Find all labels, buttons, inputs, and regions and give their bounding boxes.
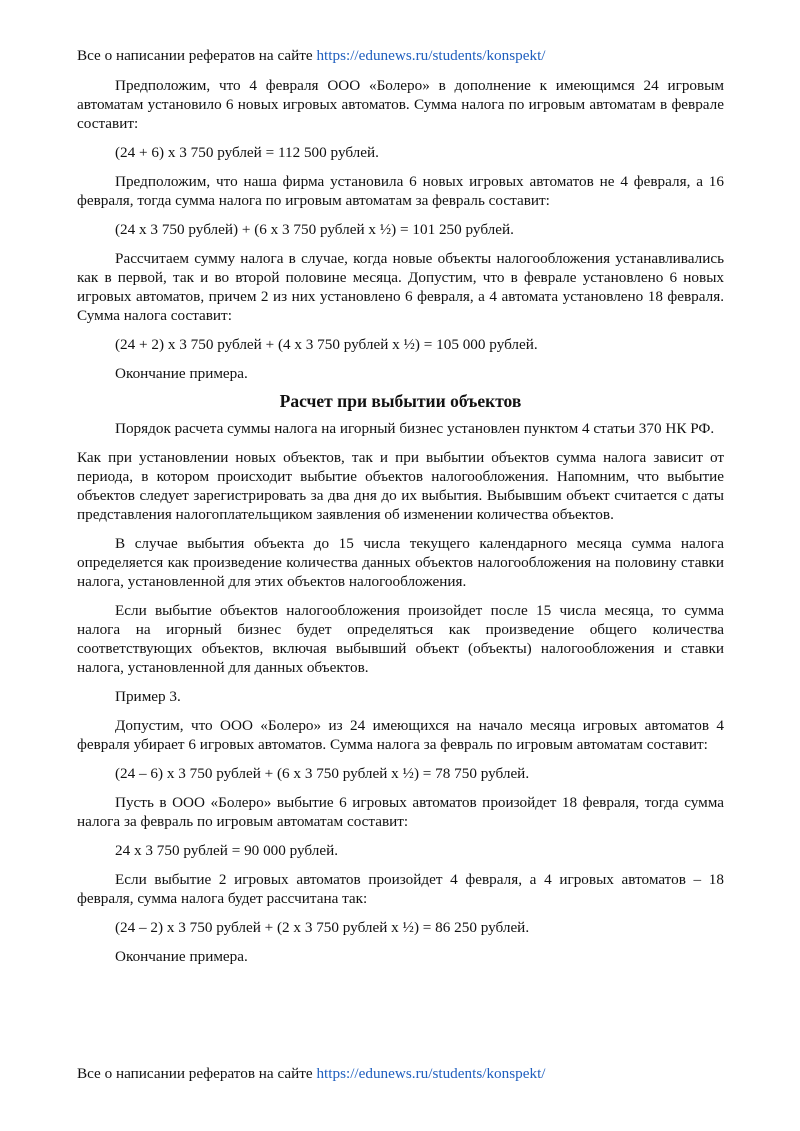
paragraph-7: Если выбытие объектов налогообложения произойдет после 15 числа месяца, то сумма налога на игорный бизнес будет определяться как произведение общего количества соответствующих объектов, включая выбывший объект (объекты) налогообложения и ставки налога, установленной для данных объектов. <box>77 602 724 676</box>
formula-6: (24 – 2) х 3 750 рублей + (2 х 3 750 рублей х ½) = 86 250 рублей. <box>115 919 530 936</box>
section-heading: Расчет при выбытии объектов <box>279 391 522 411</box>
footer-prefix: Все о написании рефератов на сайте <box>77 1065 317 1082</box>
page-footer <box>77 1064 724 1083</box>
example-end-1: Окончание примера. <box>115 365 248 382</box>
header-link[interactable]: https://edunews.ru/students/konspekt/ <box>316 47 546 64</box>
paragraph-4: Порядок расчета суммы налога на игорный бизнес установлен пунктом 4 статьи 370 НК РФ. <box>115 420 715 437</box>
page-header <box>77 46 724 65</box>
formula-4: (24 – 6) х 3 750 рублей + (6 х 3 750 рублей х ½) = 78 750 рублей. <box>115 765 530 782</box>
formula-3: (24 + 2) х 3 750 рублей + (4 х 3 750 рублей х ½) = 105 000 рублей. <box>115 336 538 353</box>
paragraph-1: Предположим, что 4 февраля ООО «Болеро» в дополнение к имеющимся 24 игровым автоматам установило 6 новых игровых автоматов. Сумма налога по игровым автоматам в феврале составит: <box>77 77 724 132</box>
paragraph-8: Допустим, что ООО «Болеро» из 24 имеющихся на начало месяца игровых автоматов 4 февраля убирает 6 игровых автоматов. Сумма налога за февраль по игровым автоматам составит: <box>77 717 724 753</box>
formula-1: (24 + 6) х 3 750 рублей = 112 500 рублей. <box>115 144 379 161</box>
footer-link[interactable]: https://edunews.ru/students/konspekt/ <box>316 1065 546 1082</box>
formula-5: 24 х 3 750 рублей = 90 000 рублей. <box>115 842 339 859</box>
paragraph-3: Рассчитаем сумму налога в случае, когда новые объекты налогообложения устанавливались как в первой, так и во второй половине месяца. Допустим, что в феврале установлено 6 новых игровых автоматов, причем 2 из них установлено 6 февраля, а 4 автомата установлено 18 февраля. Сумма налога составит: <box>77 250 724 324</box>
header-prefix: Все о написании рефератов на сайте <box>77 47 317 64</box>
paragraph-2: Предположим, что наша фирма установила 6 новых игровых автоматов не 4 февраля, а 16 февраля, тогда сумма налога по игровым автоматам за февраль составит: <box>77 173 724 209</box>
document-page <box>77 46 724 966</box>
example-end-2: Окончание примера. <box>115 948 248 965</box>
paragraph-10: Если выбытие 2 игровых автоматов произойдет 4 февраля, а 4 игровых автоматов – 18 февраля, сумма налога будет рассчитана так: <box>77 871 724 907</box>
paragraph-6: В случае выбытия объекта до 15 числа текущего календарного месяца сумма налога определяется как произведение количества данных объектов налогообложения на половину ставки налога, установленной для этих объектов налогообложения. <box>77 535 724 590</box>
example-label: Пример 3. <box>115 688 181 705</box>
paragraph-9: Пусть в ООО «Болеро» выбытие 6 игровых автоматов произойдет 18 февраля, тогда сумма налога за февраль по игровым автоматам составит: <box>77 794 724 830</box>
paragraph-5: Как при установлении новых объектов, так и при выбытии объектов сумма налога зависит от периода, в котором происходит выбытие объектов налогообложения. Напомним, что выбытие объектов следует зарегистрировать за два дня до их выбытия. Выбывшим объект считается с даты представления налогоплательщиком заявления об изменении количества объектов. <box>77 449 724 523</box>
formula-2: (24 х 3 750 рублей) + (6 х 3 750 рублей х ½) = 101 250 рублей. <box>115 221 514 238</box>
